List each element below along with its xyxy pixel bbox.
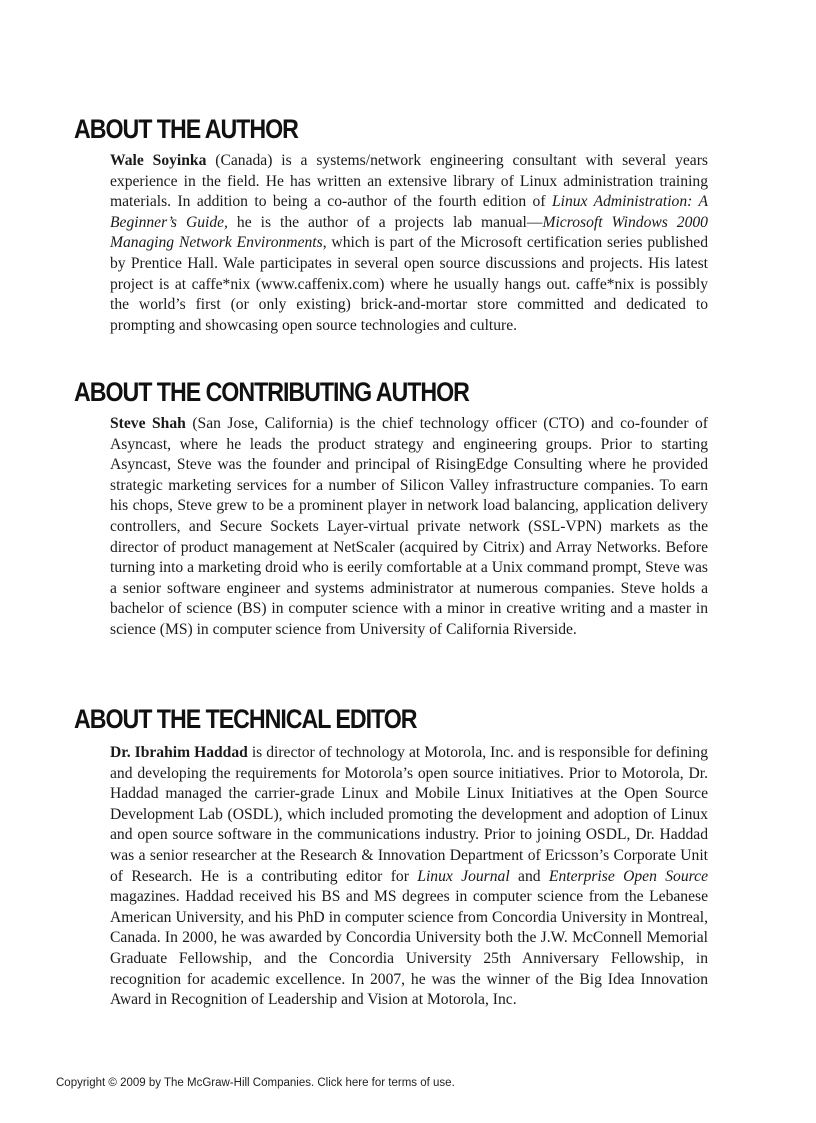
author-bio-text-1: (Canada) is a systems/network engineering consultant with several years experience in the field. He has written an extensive library of Linux administration training materials. In addition to being a co-author of the fourth edition of	[110, 152, 708, 211]
author-book-title-2: Microsoft Windows 2000 Managing Network Environments	[110, 213, 708, 252]
technical-editor-bio-text-2: and	[509, 867, 549, 885]
heading-about-the-contributing-author: ABOUT THE CONTRIBUTING AUTHOR	[74, 377, 469, 407]
technical-editor-bio-text-3: magazines. Haddad received his BS and MS degrees in computer science from the Lebanese American University, and his PhD in computer science from Concordia University in Montreal, Canada. In 2000, he was awarded by Concordia University both the J.W. McConnell Memorial Graduate Fellowship, and the Concordia University 25th Anniversary Fellowship, in recognition for academic excellence. In 2007, he was the winner of the Big Idea Innovation Award in Recognition of Leadership and Vision at Motorola, Inc.	[110, 888, 708, 1009]
contributing-author-bio	[110, 414, 708, 641]
heading-about-the-author: ABOUT THE AUTHOR	[74, 114, 298, 144]
author-name: Wale Soyinka	[110, 152, 207, 169]
copyright-terms-link[interactable]: Copyright © 2009 by The McGraw-Hill Companies. Click here for terms of use.	[56, 1077, 455, 1089]
magazine-title-enterprise-open-source: Enterprise Open Source	[548, 867, 708, 885]
author-bio	[110, 151, 708, 336]
contributing-author-name: Steve Shah	[110, 415, 186, 432]
heading-about-the-technical-editor: ABOUT THE TECHNICAL EDITOR	[74, 704, 417, 734]
magazine-title-linux-journal: Linux Journal	[417, 867, 510, 885]
author-book-title-1: Linux Administration: A Beginner’s Guide,	[110, 193, 708, 231]
technical-editor-bio-text-1: is director of technology at Motorola, Inc. and is responsible for defining and developing the requirements for Motorola’s open source initiatives. Prior to Motorola, Dr. Haddad managed the carrier-grade Linux and Mobile Linux Initiatives at the Open Source Development Lab (OSDL), which included promoting the development and adoption of Linux and open source software in the communications industry. Prior to joining OSDL, Dr. Haddad was a senior researcher at the Research & Innovation Department of Ericsson’s Corporate Unit of Research. He is a contributing editor for	[110, 744, 708, 885]
author-bio-text-3: , which is part of the Microsoft certification series published by Prentice Hall. Wale participates in several open source discussions and projects. His latest project is at caffe*nix (www.caffenix.com) where he usually hangs out. caffe*nix is possibly the world’s first (or only existing) brick-and-mortar store committed and dedicated to prompting and showcasing open source technologies and culture.	[110, 234, 708, 334]
contributing-author-bio-text: (San Jose, California) is the chief technology officer (CTO) and co-founder of Asyncast, where he leads the product strategy and engineering groups. Prior to starting Asyncast, Steve was the founder and principal of RisingEdge Consulting where he provided strategic marketing services for a number of Silicon Valley infrastructure companies. To earn his chops, Steve grew to be a prominent player in network load balancing, application delivery controllers, and Secure Sockets Layer-virtual private network (SSL-VPN) markets as the director of product management at NetScaler (acquired by Citrix) and Array Networks. Before turning into a marketing droid who is eerily comfortable at a Unix command prompt, Steve was a senior software engineer and systems administrator at numerous companies. Steve holds a bachelor of science (BS) in computer science with a minor in creative writing and a master in science (MS) in computer science from University of California Riverside.	[110, 415, 709, 638]
author-bio-text-2: he is the author of a projects lab manual—	[227, 213, 543, 231]
technical-editor-bio	[110, 743, 708, 1011]
technical-editor-name: Dr. Ibrahim Haddad	[110, 744, 248, 761]
